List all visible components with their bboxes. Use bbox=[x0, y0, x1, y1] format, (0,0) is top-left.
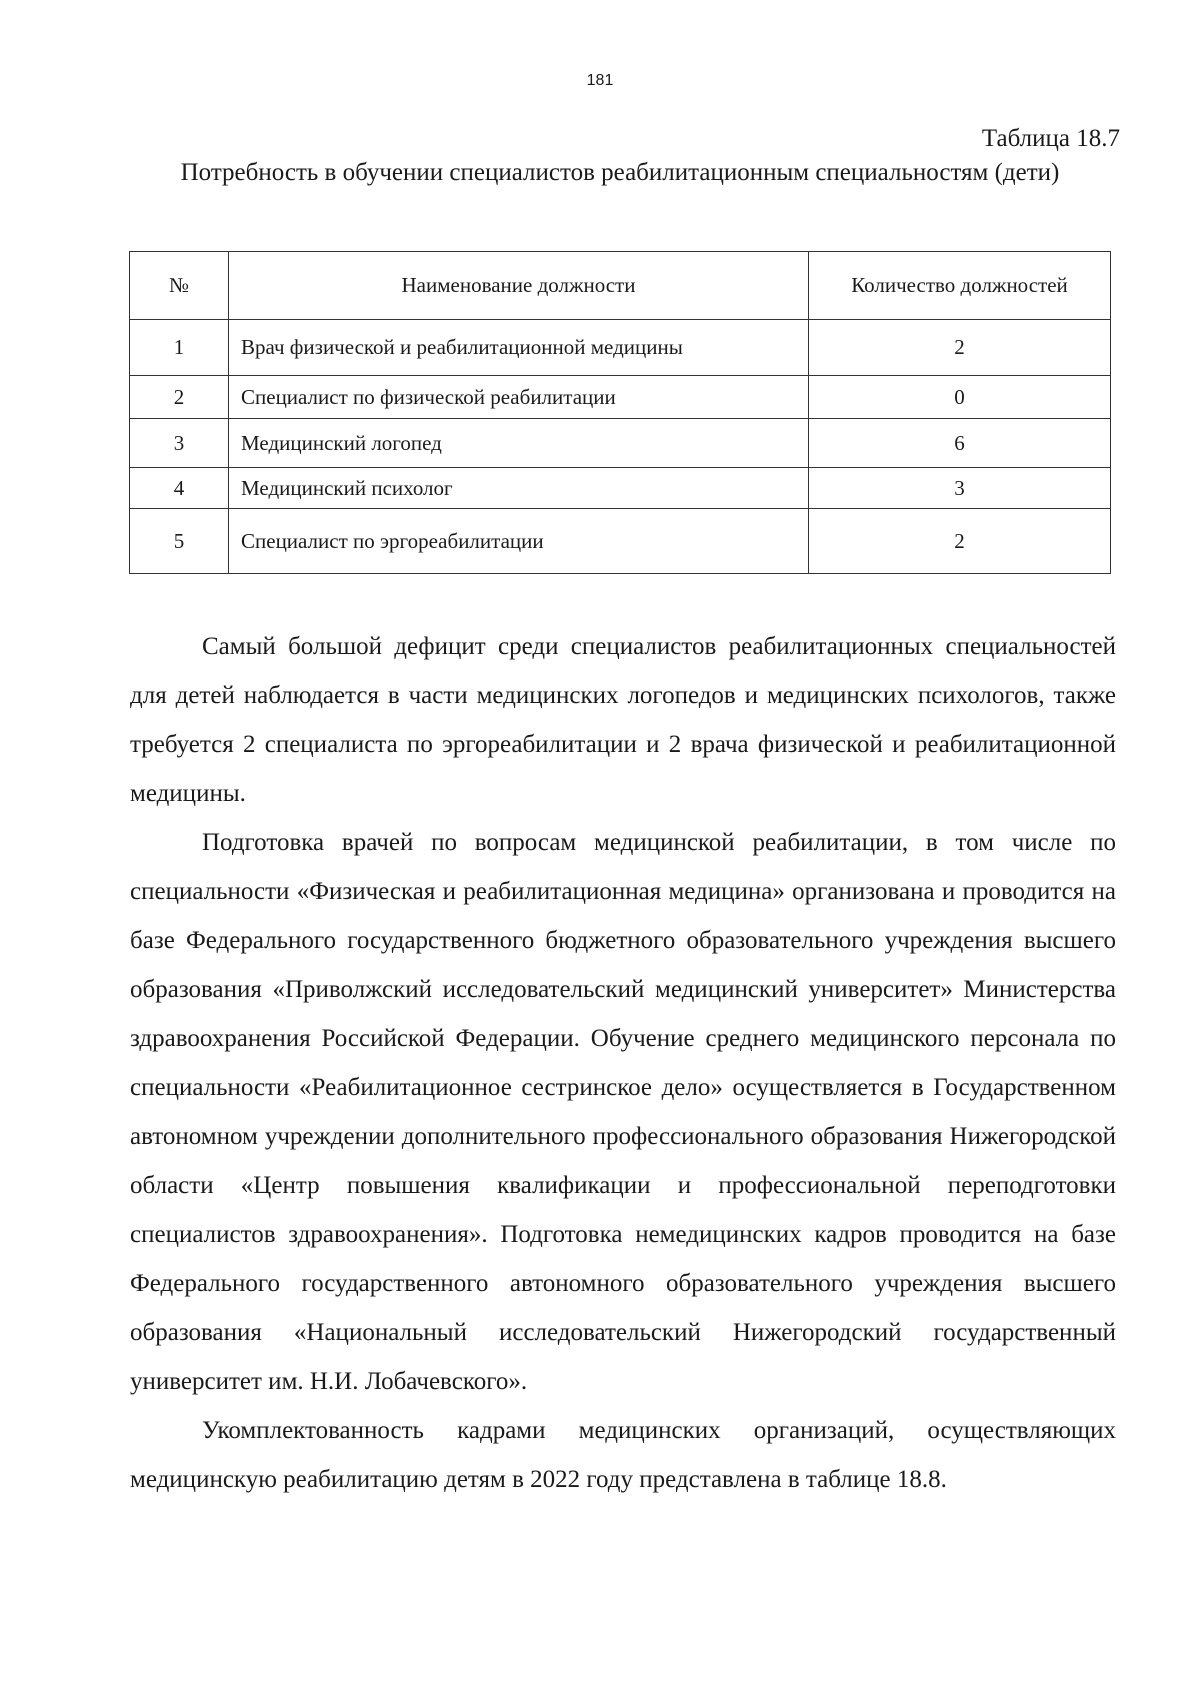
table-row bbox=[130, 320, 1111, 376]
header-number: № bbox=[130, 252, 229, 320]
row-number: 4 bbox=[130, 468, 229, 509]
row-number: 2 bbox=[130, 376, 229, 419]
row-number: 1 bbox=[130, 320, 229, 376]
paragraph-training: Подготовка врачей по вопросам медицинской реабилитации, в том числе по специальности «Физическая и реабилитационная медицина» организована и проводится на базе Федерального государственного бюджетного образовательного учреждения высшего образования «Приволжский исследовательский медицинский университет» Министерства здравоохранения Российской Федерации. Обучение среднего медицинского персонала по специальности «Реабилитационное сестринское дело» осуществляется в Государственном автономном учреждении дополнительного профессионального образования Нижегородской области «Центр повышения квалификации и профессиональной переподготовки специалистов здравоохранения». Подготовка немедицинских кадров проводится на базе Федерального государственного автономного образовательного учреждения высшего образования «Национальный исследовательский Нижегородский государственный университет им. Н.И. Лобачевского». bbox=[130, 829, 1116, 1395]
row-number: 5 bbox=[130, 509, 229, 574]
header-position-count: Количество должностей bbox=[809, 252, 1111, 320]
paragraph-deficit: Самый большой дефицит среди специалистов реабилитационных специальностей для детей наблюдается в части медицинских логопедов и медицинских психологов, также требуется 2 специалиста по эргореабилитации и 2 врача физической и реабилитационной медицины. bbox=[130, 633, 1116, 807]
table-title: Потребность в обучении специалистов реабилитационным специальностям (дети) bbox=[180, 159, 1060, 186]
table-row bbox=[130, 509, 1111, 574]
row-position-name: Медицинский логопед bbox=[229, 419, 809, 468]
row-position-name: Врач физической и реабилитационной медицины bbox=[229, 320, 809, 376]
table-label: Таблица 18.7 bbox=[981, 125, 1120, 152]
positions-table bbox=[129, 251, 1111, 574]
table-row bbox=[130, 376, 1111, 419]
row-position-name: Специалист по физической реабилитации bbox=[229, 376, 809, 419]
page-number: 181 bbox=[586, 72, 614, 89]
table-row bbox=[130, 468, 1111, 509]
row-position-count: 0 bbox=[809, 376, 1111, 419]
table-row bbox=[130, 419, 1111, 468]
row-number: 3 bbox=[130, 419, 229, 468]
paragraph-staffing: Укомплектованность кадрами медицинских организаций, осуществляющих медицинскую реабилитацию детям в 2022 году представлена в таблице 18.8. bbox=[130, 1417, 1116, 1493]
row-position-count: 2 bbox=[809, 509, 1111, 574]
row-position-name: Медицинский психолог bbox=[229, 468, 809, 509]
row-position-count: 6 bbox=[809, 419, 1111, 468]
header-position-name: Наименование должности bbox=[229, 252, 809, 320]
row-position-count: 2 bbox=[809, 320, 1111, 376]
row-position-count: 3 bbox=[809, 468, 1111, 509]
row-position-name: Специалист по эргореабилитации bbox=[229, 509, 809, 574]
body-text bbox=[130, 622, 1116, 1504]
table-header-row bbox=[130, 252, 1111, 320]
